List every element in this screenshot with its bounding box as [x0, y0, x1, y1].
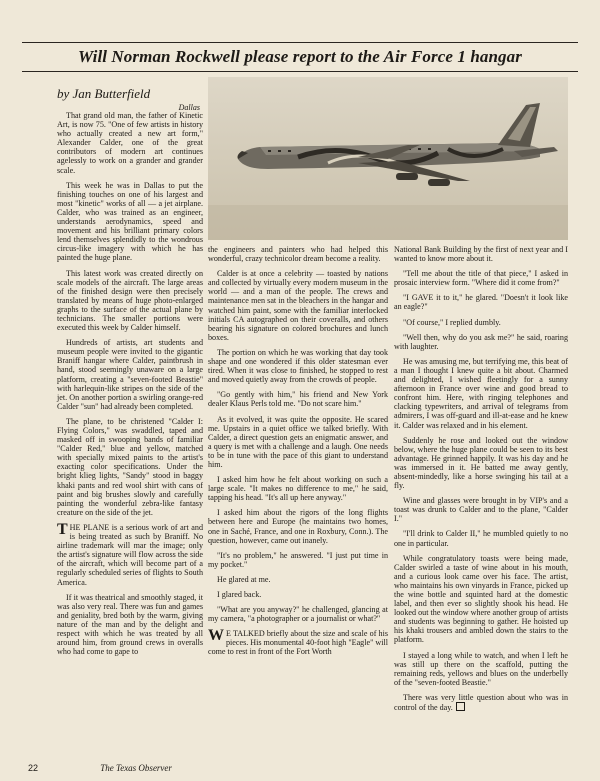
paragraph: As it evolved, it was quite the opposite. He scared me. Upstairs in a quiet office we talked briefly. With Calder, a direct question gets an enigmatic answer, and a query is met with a challenge and a laugh. One needs to be in tune with the pace of this giant to understand him. — [208, 414, 388, 469]
paragraph: "What are you anyway?" he challenged, glancing at my camera, "a photographer or a journalist or what?" — [208, 605, 388, 624]
paragraph: While congratulatory toasts were being made, Calder swirled a taste of wine about in his mouth, and a curious look came over his face. The artist, who maintains his own vinyards in France, picked up the wine bottle and squinted hard at the domestic label, and then ever so slightly shook his head. He looked out the window where another group of artists and students was beginning to gather. He hoisted up his khaki trousers and ambled down the stairs to the platform. — [394, 553, 568, 645]
paragraph: "I'll drink to Calder II," he mumbled quietly to no one in particular. — [394, 529, 568, 548]
paragraph: He was amusing me, but terrifying me, this beat of a man I thought I knew quite a bit about. Charmed and delighted, I wished fleetingly for a sunny afternoon in France over wine and good bread to confront him. Here, with ringing telephones and clacking typewriters, and arrival of telegrams from admirers, I was off-guard and ill-at-ease and he knew it. Calder was relaxed and in his element. — [394, 356, 568, 430]
paragraph: "Of course," I replied dumbly. — [403, 317, 501, 327]
paragraph: This week he was in Dallas to put the finishing touches on one of his largest and most "kinetic" works of all — a jet airplane. Calder, who was trained as an engineer, understands aerodynamics, speed and movement and his brilliant primary colors lend themselves splendidly to the wondrous circus-like imagery with which he has painted the huge plane. — [57, 180, 203, 263]
publication-name: The Texas Observer — [100, 763, 172, 773]
top-rule — [22, 42, 578, 43]
paragraph: I asked him about the rigors of the long flights between here and Europe (he maintains two homes, one in Saché, France, and one in Roxbury, Conn.). The question, however, came out inanely. — [208, 508, 388, 545]
headline: Will Norman Rockwell please report to the Air Force 1 hangar — [78, 47, 522, 66]
column-1 — [57, 111, 203, 662]
paragraph: He glared at me. — [217, 574, 271, 584]
paragraph: Calder is at once a celebrity — toasted by nations and collected by virtually every modern museum in the world — and a man of the people. The crews and maintenance men sat in the bleachers in the hangar and watched him paint, some with the familiar interlocked initials CA autographed on their coveralls, and others bearing his signature on colored brochures and lunch boxes. — [208, 269, 388, 342]
airplane-illustration — [208, 77, 568, 240]
paragraph: I glared back. — [217, 590, 262, 599]
paragraph: The portion on which he was working that day took shape and one wondered if this older statesman ever tired. When it was close to finished, he stopped to rest and moved quietly away from the crowds of people. — [208, 347, 388, 385]
dateline: Dallas — [178, 103, 200, 112]
paragraph: The plane, to be christened "Calder I: Flying Colors," was swaddled, taped and masked off in swooping bands of familiar "Calder Red," blue and yellow, matched with specially mixed paints to the artist's exacting color specifications. Under the bright klieg lights, "Sandy" stood in baggy khaki pants and red wool shirt with cans of paint and big brushes slowly and carefully painting the wonderful zebra-like fantasy creature on the side of the jet. — [57, 416, 203, 517]
paragraph: Hundreds of artists, art students and museum people were invited to the gigantic Braniff hangar where Calder, paintbrush in hand, stood seemingly unaware on a large platform, creating a "seven-footed Beastie" with harlequin-like stripes on the side of the jet. On another portion a swirling orange-red Calder "sun" had already been completed. — [57, 338, 203, 411]
column-2 — [208, 245, 388, 663]
paragraph: the engineers and painters who had helped this wonderful, crazy technicolor dream become a reality. — [208, 245, 388, 264]
paragraph: Suddenly he rose and looked out the window below, where the huge plane could be seen to its best advantage. He grinned happily. It was his day and he was immersed in it. He batted me away gently, absent-mindedly, like a horse swinging his tail at a fly. — [394, 435, 568, 491]
section-lead-paragraph — [208, 629, 388, 656]
headline-rule — [22, 71, 578, 72]
drop-cap: T — [57, 520, 68, 538]
paragraph: That grand old man, the father of Kinetic Art, is now 75. "One of few artists in history who actually created a new art form," Alexander Calder, one of the great contributors of modern art continues agelessly to work on a grander and grander scale. — [57, 111, 203, 175]
paragraph: Wine and glasses were brought in by VIP's and a toast was drunk to Calder and to the plane, "Calder I." — [394, 496, 568, 524]
page-footer — [28, 763, 172, 773]
paragraph — [394, 693, 568, 712]
paragraph: "I GAVE it to it," he glared. "Doesn't it look like an eagle?" — [394, 293, 568, 312]
drop-cap: W — [208, 627, 224, 645]
paragraph: I asked him how he felt about working on such a large scale. "It makes no difference to me," he said, tapping his head. "It's all up here anyway." — [208, 475, 388, 503]
section-lead-paragraph — [57, 520, 203, 587]
byline: by Jan Butterfield — [57, 86, 151, 101]
end-mark-icon — [456, 702, 465, 711]
paragraph: This latest work was created directly on scale models of the aircraft. The large areas of the finished design were then precisely translated by means of huge photo-enlarged graphs to the surface of the actual plane by technicians. The smaller portions were executed this week by Calder himself. — [57, 268, 203, 333]
section-lead-text: HE PLANE is a serious work of art and is being treated as such by Braniff. No airline trademark will mar the image; only the artist's signature will flow across the side of the aircraft, which will become part of a regularly scheduled series of flights to South America. — [57, 522, 203, 587]
closing-text: There was very little question about who was in control of the day. — [394, 692, 568, 713]
paragraph: "Go gently with him," his friend and New York dealer Klaus Perls told me. "Do not scare him." — [208, 390, 388, 409]
paragraph: I stayed a long while to watch, and when I left he was still up there on the scaffold, putting the remaining reds, yellows and blues on the underbelly of the "seven-footed Beastie." — [394, 650, 568, 687]
page-number: 22 — [28, 763, 39, 773]
airplane-photo — [208, 77, 568, 240]
paragraph: "Well then, why do you ask me?" he said, roaring with laughter. — [394, 332, 568, 351]
column-3 — [394, 245, 568, 718]
paragraph: If it was theatrical and smoothly staged, it was also very real. There was fun and games and geniality, bred both by the warm, giving nature of the man and by the delight and respect with which he was treated by all around him, from ground crews in overalls who had come to gape to — [57, 592, 203, 657]
section-lead-text: E TALKED briefly about the size and scale of his pieces. His monumental 40-foot high "Eagle" will come to rest in front of the Fort Worth — [208, 629, 388, 657]
paragraph: National Bank Building by the first of next year and I wanted to know more about it. — [394, 245, 568, 264]
paragraph: "Tell me about the title of that piece," I asked in prosaic interview form. "Where did it come from?" — [394, 269, 568, 288]
paragraph: "It's no problem," he answered. "I just put time in my pocket." — [208, 550, 388, 569]
